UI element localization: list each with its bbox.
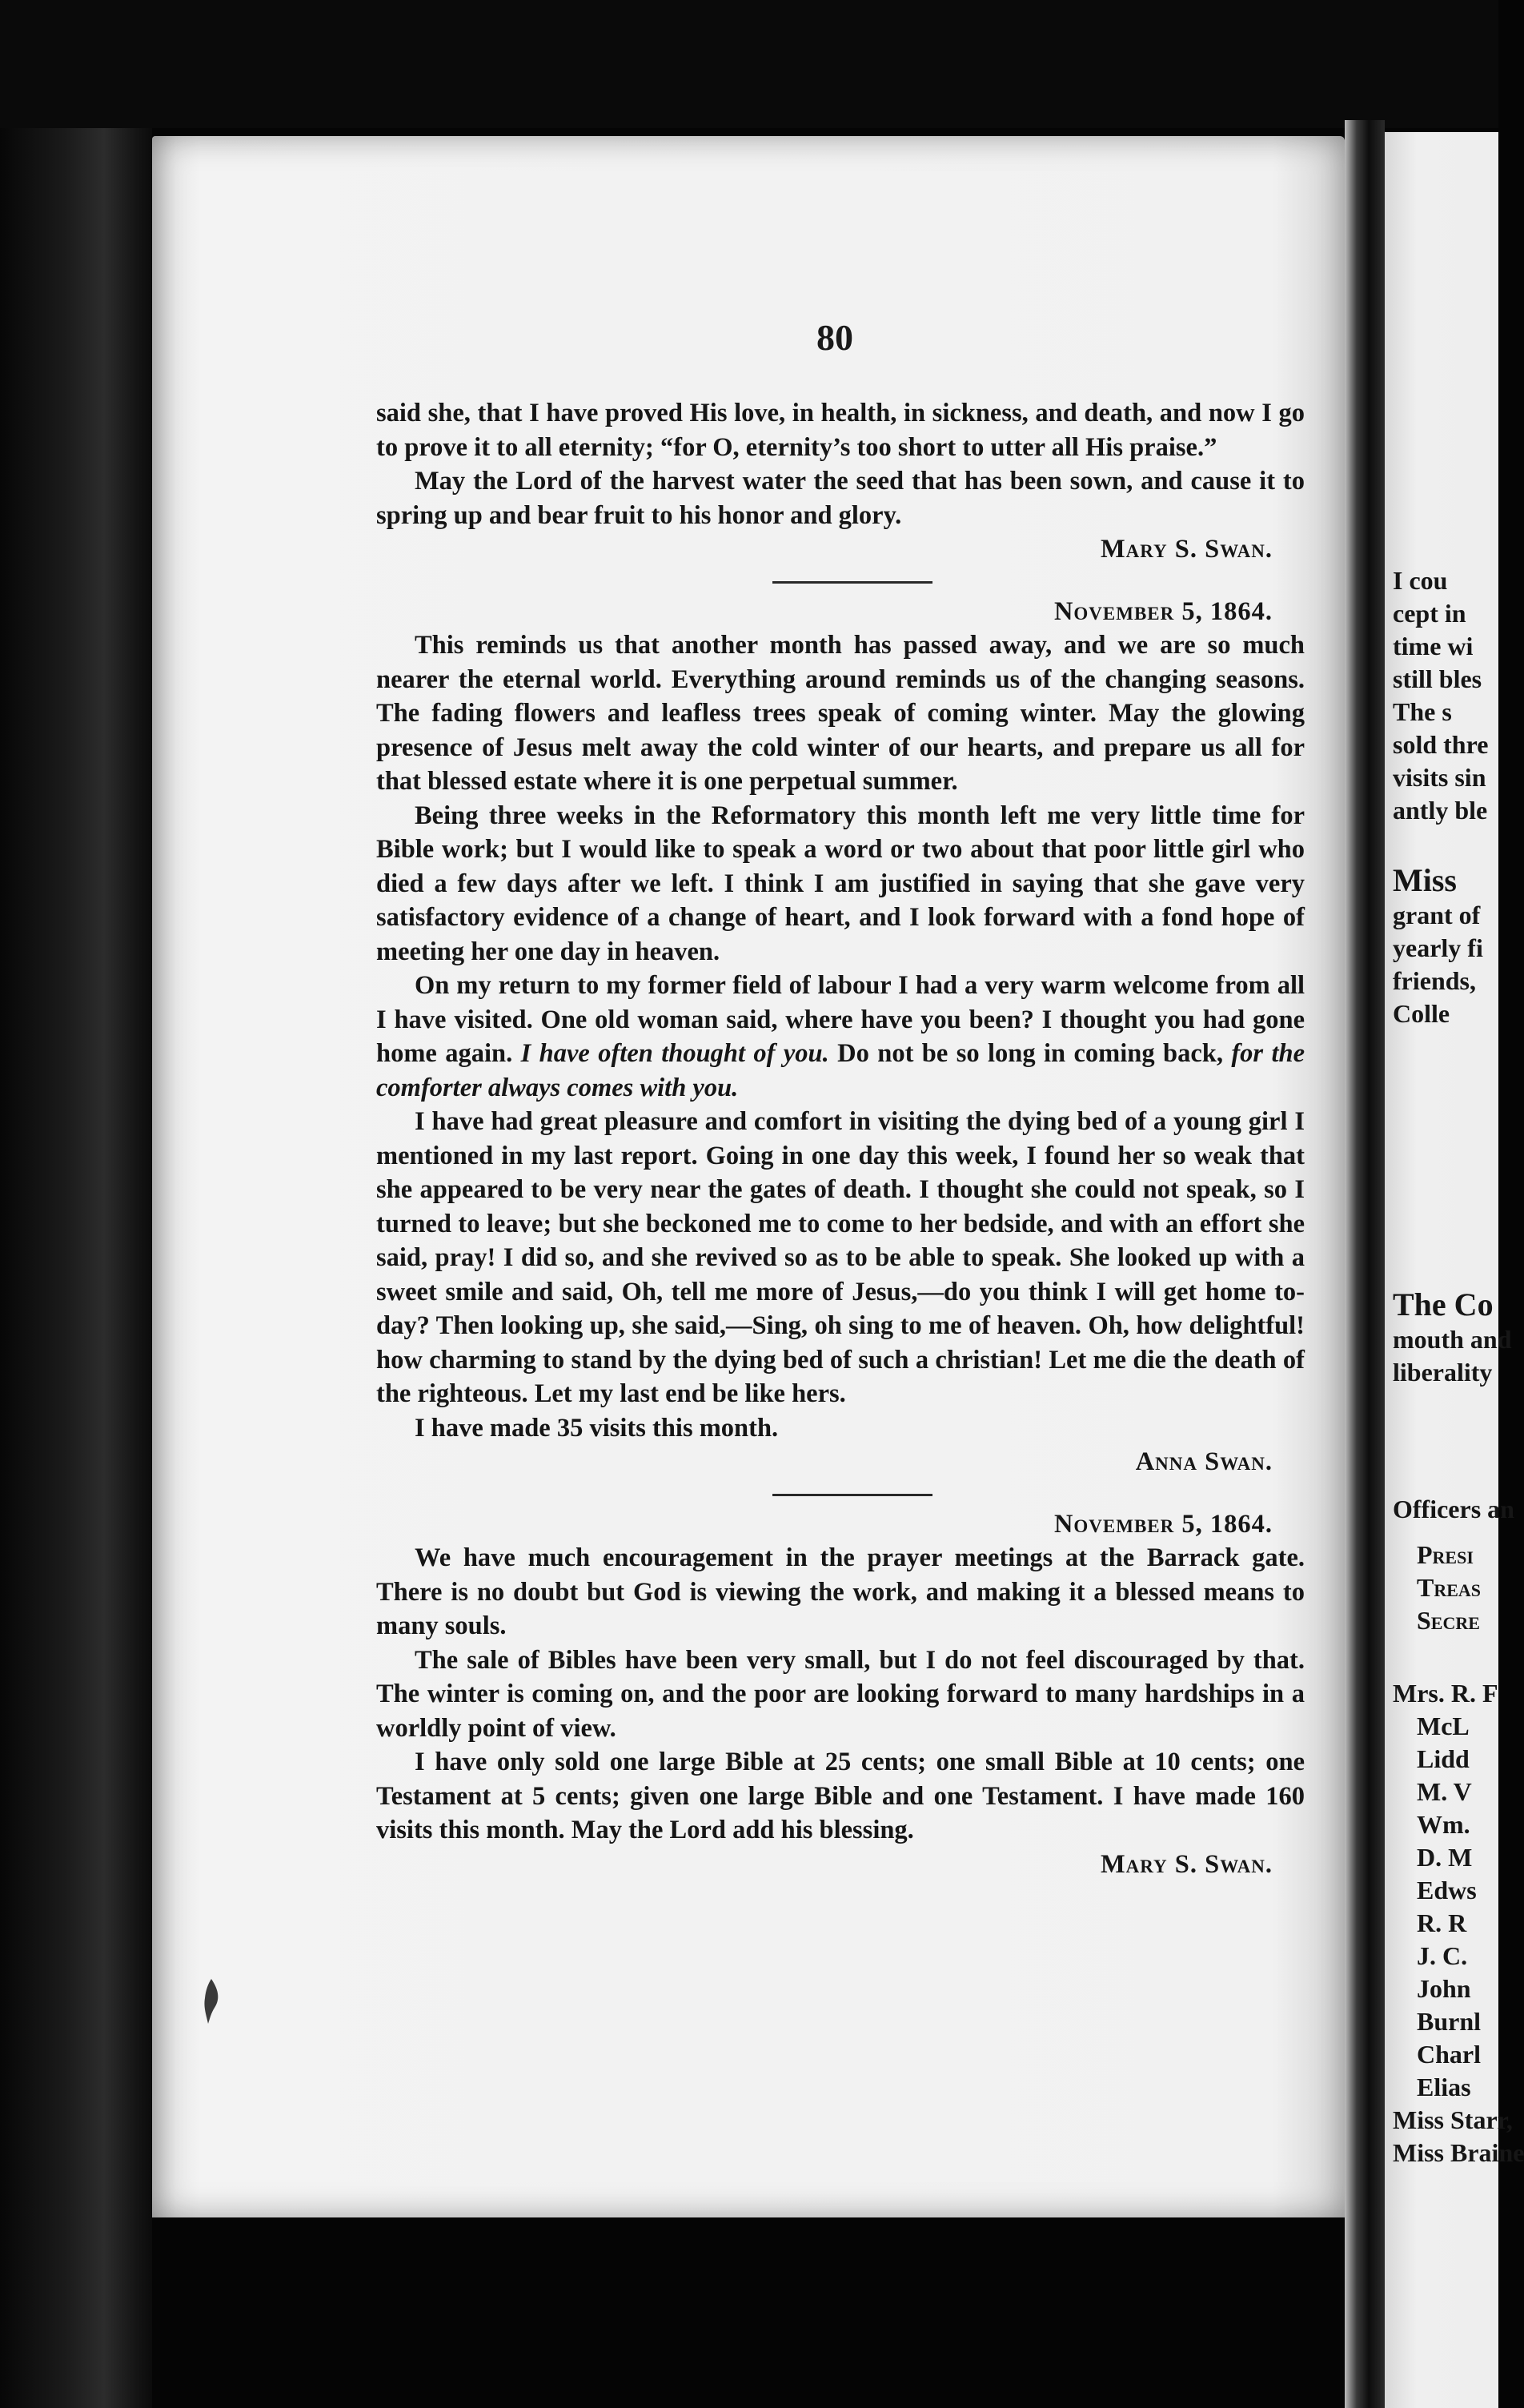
section-divider (772, 1494, 932, 1496)
officer-name: Elias (1417, 2073, 1471, 2101)
page-text-column (376, 396, 1305, 1881)
signature: Anna Swan. (1135, 1447, 1273, 1476)
paragraph: The sale of Bibles have been very small, but I do not feel discouraged by that. The winter is coming on, and the poor are looking forward to many hardships in a worldly point of view. (376, 1645, 1305, 1743)
paragraph: We have much encouragement in the prayer meetings at the Barrack gate. There is no doubt but God is viewing the work, and making it a blessed means to many souls. (376, 1543, 1305, 1640)
italic-text: for the comforter always comes with you. (376, 1039, 1305, 1102)
officer-name: M. V (1417, 1777, 1472, 1806)
paragraph: May the Lord of the harvest water the seed that has been sown, and cause it to spring up and bear fruit to his honor and glory. (376, 467, 1305, 530)
spacer (1393, 1526, 1498, 1539)
book-gutter (1345, 120, 1385, 2408)
text-fragment: The Co (1393, 1286, 1494, 1322)
officer-name: McL (1417, 1712, 1470, 1740)
officer-title: Treas (1417, 1573, 1482, 1602)
text-run: Do not be so long in coming back, (828, 1039, 1232, 1068)
text-fragment: visits sin (1393, 763, 1486, 792)
paragraph: I have made 35 visits this month. (415, 1413, 779, 1443)
officer-name: Wm. (1417, 1810, 1470, 1839)
next-page-fragments (1393, 564, 1512, 1389)
page-edge-leaf-icon (200, 1977, 223, 2025)
officers-heading: Officers an (1393, 1495, 1514, 1523)
officer-name: J. C. (1417, 1941, 1468, 1970)
paragraph (376, 969, 1305, 1105)
spacer (1393, 1637, 1498, 1677)
officer-name: R. R (1417, 1908, 1467, 1937)
paragraph: I have had great pleasure and comfort in visiting the dying bed of a young girl I mentioned in my last report. Going in one day this week, I found her so weak that she appeared to be very near the gates of death. I thought she could not speak, so I turned to leave; but she beckoned me to come to her bedside, and with an effort she said, pray! I did so, and she revived so as to be able to speak. She looked up with a sweet smile and said, Oh, tell me more of Jesus,—do you think I will get home to-day? Then looking up, she said,—Sing, oh sing to me of heaven. Oh, how delightful! how charming to stand by the dying bed of such a christian! Let me die the death of the righteous. Let my last end be like hers. (376, 1107, 1305, 1408)
book-binding-left (0, 128, 152, 2408)
italic-text: I have often thought of you. (520, 1039, 829, 1068)
officer-title: Presi (1417, 1540, 1474, 1569)
paragraph: This reminds us that another month has passed away, and we are so much nearer the eternal world. Everything around reminds us of the changing seasons. The fading flowers and leafless trees speak of coming winter. May the glowing presence of Jesus melt away the cold winter of our hearts, and prepare us all for that blessed estate where it is one perpetual summer. (376, 631, 1305, 796)
text-fragment: cept in (1393, 599, 1466, 628)
page-number: 80 (816, 317, 853, 358)
officer-name: Charl (1417, 2040, 1481, 2069)
officer-name: Miss Braine (1393, 2138, 1524, 2167)
text-fragment: yearly fi (1393, 933, 1483, 962)
officer-name: Edws (1417, 1876, 1477, 1904)
text-fragment: I cou (1393, 566, 1448, 595)
officer-name: Miss Starr, (1393, 2105, 1513, 2134)
text-fragment: liberality (1393, 1358, 1493, 1387)
officer-name: Mrs. R. F (1393, 1679, 1498, 1708)
book-page-right-partial (1385, 132, 1524, 2408)
officer-name: John (1417, 1974, 1471, 2003)
signature: Mary S. Swan. (1100, 1849, 1273, 1879)
text-fragment: Colle (1393, 999, 1450, 1028)
text-fragment: grant of (1393, 901, 1481, 929)
next-page-officers (1393, 1493, 1524, 2169)
officer-name: Burnl (1417, 2007, 1482, 2036)
signature: Mary S. Swan. (1100, 535, 1273, 564)
spacer (1393, 1030, 1498, 1286)
text-fragment: antly ble (1393, 796, 1488, 825)
officer-name: D. M (1417, 1843, 1473, 1872)
paragraph: I have only sold one large Bible at 25 cents; one small Bible at 10 cents; one Testament at 5 cents; given one large Bible and one Testament. I have made 160 visits this month. May the Lord add his blessing. (376, 1748, 1305, 1844)
text-fragment: sold thre (1393, 730, 1489, 759)
text-fragment: friends, (1393, 966, 1476, 995)
spacer (1393, 827, 1498, 862)
paragraph: said she, that I have proved His love, in health, in sickness, and death, and now I go to prove it to all eternity; “for O, eternity’s too short to utter all His praise.” (376, 399, 1305, 462)
report-date: November 5, 1864. (1053, 596, 1273, 626)
text-fragment: mouth and (1393, 1325, 1512, 1354)
officer-name: Lidd (1417, 1744, 1470, 1773)
section-divider (772, 581, 932, 584)
officer-title: Secre (1417, 1606, 1480, 1635)
book-binding-top (0, 0, 1498, 128)
text-fragment: Miss (1393, 862, 1457, 898)
text-fragment: time wi (1393, 632, 1474, 660)
paragraph: Being three weeks in the Reformatory this month left me very little time for Bible work; but I would like to speak a word or two about that poor little girl who died a few days after we left. I think I am justified in saying that she gave very satisfactory evidence of a change of heart, and I look forward with a fond hope of meeting her one day in heaven. (376, 801, 1305, 966)
report-date: November 5, 1864. (1053, 1509, 1273, 1539)
text-fragment: still bles (1393, 664, 1482, 693)
text-run: On my return to my former field of labour I had a very warm welcome from all I have visited. One old woman said, where have you been? I thought you had gone home again. (376, 971, 1305, 1068)
text-fragment: The s (1393, 697, 1452, 726)
